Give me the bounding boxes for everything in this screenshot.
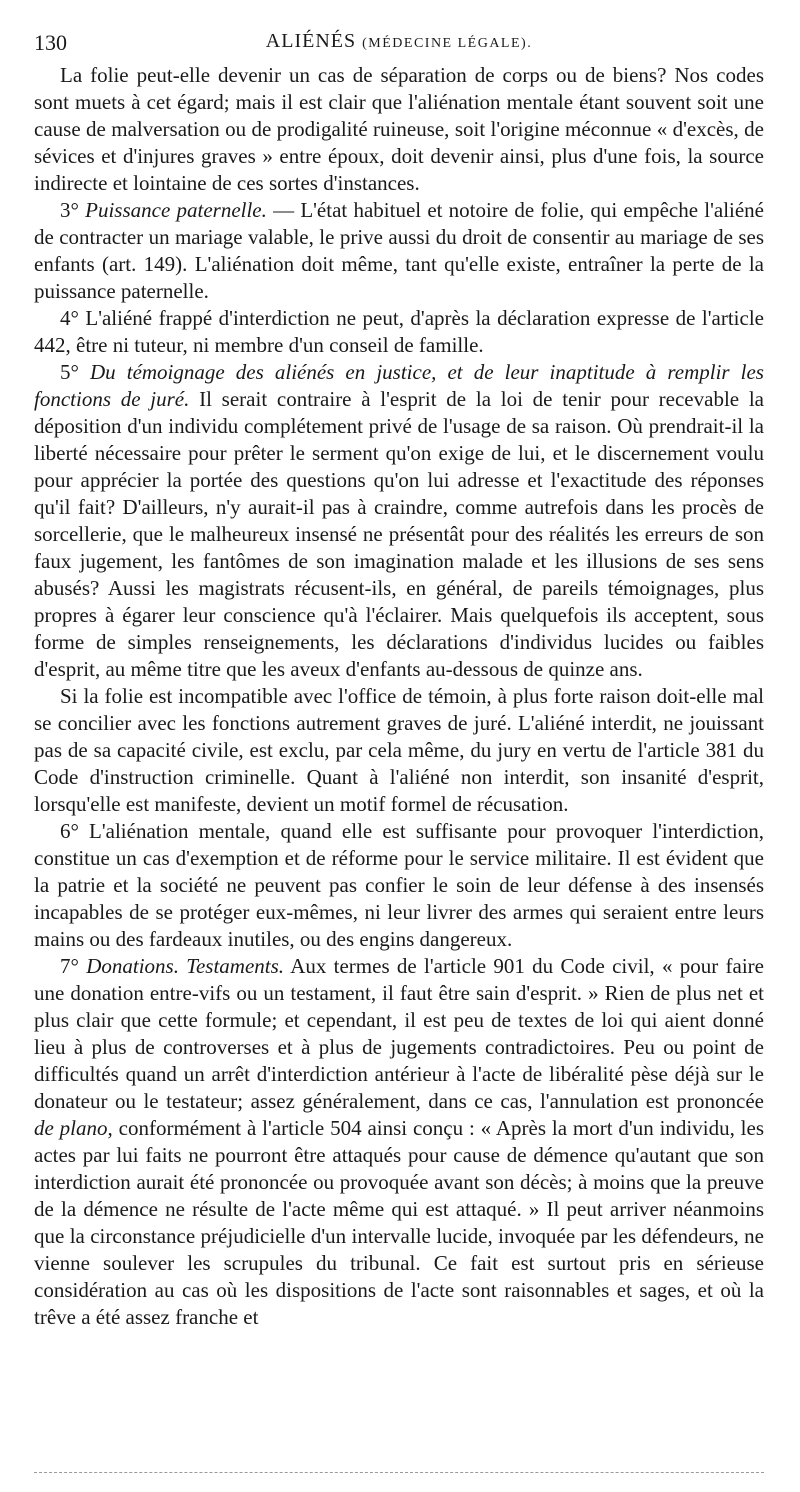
running-title-sub: (MÉDECINE LÉGALE). — [362, 36, 533, 51]
paragraph: 6° L'aliénation mentale, quand elle est suffisante pour provoquer l'interdiction, constitue un cas d'exemption et de réforme pour le service militaire. Il est évident que la patrie et la société ne peuvent pas confier le soin de leur défense à des insensés incapables de se protéger eux-mêmes, ni leur livrer des armes qui seraient entre leurs mains ou des fardeaux inutiles, ou des engins dangereux. — [34, 819, 764, 951]
section-title: Puissance paternelle. — [85, 198, 267, 222]
section-title: Donations. Testaments. — [86, 954, 285, 978]
paragraph: La folie peut-elle devenir un cas de séparation de corps ou de biens? Nos codes sont muets à cet égard; mais il est clair que l'aliénation mentale étant souvent soit une cause de malversation ou de prodigalité ruineuse, soit l'origine méconnue « d'excès, de sévices et d'injures graves » entre époux, doit devenir ainsi, plus d'une fois, la source indirecte et lointaine de ces sortes d'instances. — [34, 63, 764, 195]
paragraph — [34, 953, 764, 1331]
paragraph — [34, 359, 764, 683]
paragraph-text: Aux termes de l'article 901 du Code civil, « pour faire une donation entre-vifs ou un testament, il faut être sain d'esprit. » Rien de plus net et plus clair que cette formule; et cependant, il est peu de textes de loi qui aient donné lieu à plus de controverses et à plus de jugements contradictoires. Peu ou point de difficultés quand un arrêt d'interdiction antérieur à l'acte de libéralité pèse déjà sur le donateur ou le testateur; assez généralement, dans ce cas, l'annulation est prononcée — [34, 954, 764, 1113]
footer-rule — [34, 1472, 764, 1473]
paragraph: 4° L'aliéné frappé d'interdiction ne peut, d'après la déclaration expresse de l'article 442, être ni tuteur, ni membre d'un conseil de famille. — [34, 306, 764, 357]
item-number: 3° — [60, 198, 86, 222]
item-number: 7° — [60, 954, 87, 978]
paragraph: Si la folie est incompatible avec l'office de témoin, à plus forte raison doit-elle mal se concilier avec les fonctions autrement graves de juré. L'aliéné interdit, ne jouissant pas de sa capacité civile, est exclu, par cela même, du jury en vertu de l'article 381 du Code d'instruction criminelle. Quant à l'aliéné non interdit, son insanité d'esprit, lorsqu'elle est manifeste, devient un motif formel de récusation. — [34, 684, 764, 816]
running-title-main: ALIÉNÉS — [265, 30, 357, 52]
section-title: Du témoignage des aliénés en justice, et de leur inaptitude à remplir les fonctions de juré. — [34, 360, 764, 411]
paragraph-text: , conformément à l'article 504 ainsi conçu : « Après la mort d'un individu, les actes par lui faits ne pourront être attaqués pour cause de démence qu'autant que son interdiction aurait été prononcée ou provoquée avant son décès; à moins que la preuve de la démence ne résulte de l'acte même qui est attaqué. » Il peut arriver néanmoins que la circonstance préjudicielle d'un intervalle lucide, invoquée par les défendeurs, ne vienne soulever les scrupules du tribunal. Ce fait est surtout pris en sérieuse considération au cas où les dispositions de l'acte sont raisonnables et sages, et où la trêve a été assez franche et — [34, 1116, 765, 1329]
body-text — [34, 62, 764, 1331]
latin-phrase: de plano — [34, 1116, 108, 1140]
paragraph-text: — L'état habituel et notoire de folie, qui empêche l'aliéné de contracter un mariage valable, le prive aussi du droit de consentir au mariage de ses enfants (art. 149). L'aliénation doit même, tant qu'elle existe, entraîner la perte de la puissance paternelle. — [34, 198, 764, 303]
page-header — [34, 30, 764, 60]
running-title — [34, 30, 764, 53]
paragraph — [34, 197, 764, 305]
paragraph-text: Il serait contraire à l'esprit de la loi de tenir pour recevable la déposition d'un individu complétement privé de l'usage de sa raison. Où prendrait-il la liberté nécessaire pour prêter le serment qu'on exige de lui, et le discernement voulu pour apprécier la portée des questions qu'on lui adresse et l'exactitude des réponses qu'il fait? D'ailleurs, n'y aurait-il pas à craindre, comme autrefois dans les procès de sorcellerie, que le malheureux insensé ne présentât pour des réalités les erreurs de son faux jugement, les fantômes de son imagination malade et les illusions de ses sens abusés? Aussi les magistrats récusent-ils, en général, de pareils témoignages, plus propres à égarer leur conscience qu'à l'éclairer. Mais quelquefois ils acceptent, sous forme de simples renseignements, les déclarations d'individus lucides ou faibles d'esprit, au même titre que les aveux d'enfants au-dessous de quinze ans. — [34, 387, 764, 681]
page-number: 130 — [34, 30, 67, 55]
item-number: 5° — [60, 360, 90, 384]
